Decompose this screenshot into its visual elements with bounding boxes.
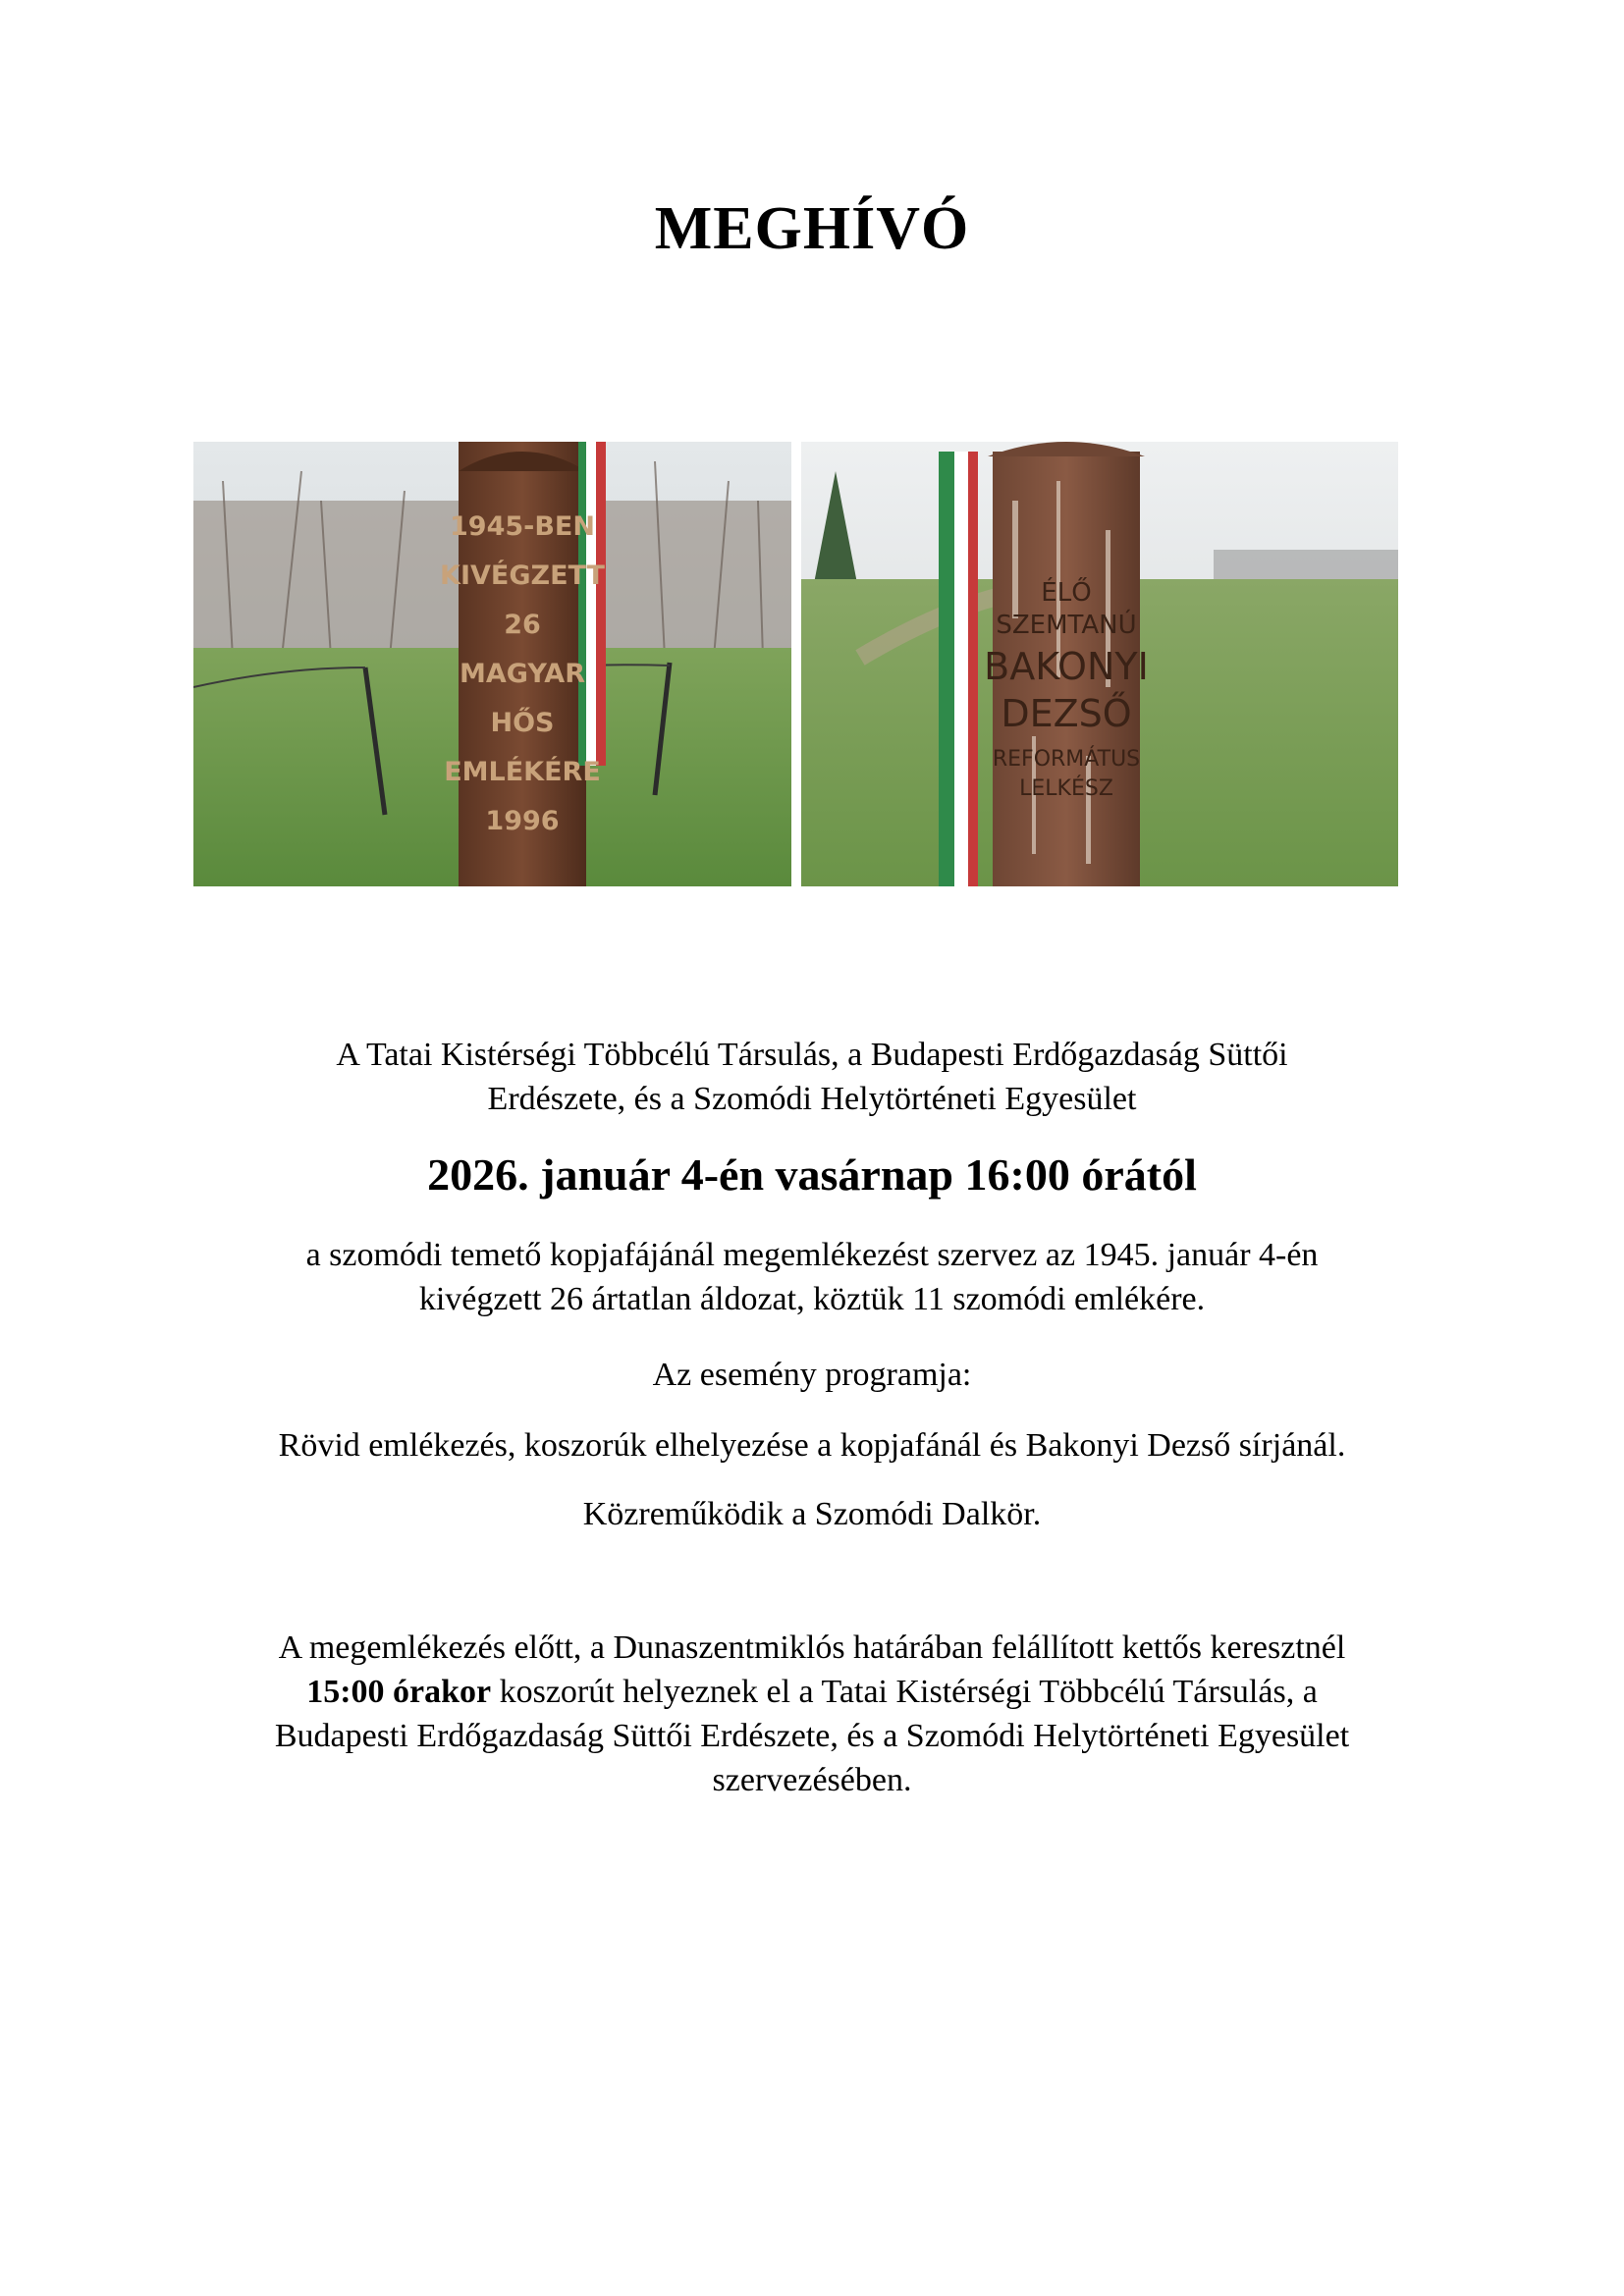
inscription-line: HŐS (490, 708, 555, 738)
organizers-paragraph (147, 1033, 1477, 1121)
pre-event-line: A megemlékezés előtt, a Dunaszentmiklós határában felállított kettős keresztnél (278, 1629, 1346, 1666)
program-heading: Az esemény programja: (652, 1357, 972, 1393)
inscription-line: ÉLŐ (1041, 578, 1092, 608)
contributor-line: Közreműködik a Szomódi Dalkör. (582, 1496, 1042, 1532)
inscription-line: KIVÉGZETT (440, 561, 605, 591)
inscription-line: BAKONYI (984, 645, 1149, 688)
organizers-line: A Tatai Kistérségi Többcélú Társulás, a Budapesti Erdőgazdaság Süttői (336, 1037, 1288, 1073)
pre-event-line: koszorút helyeznek el a Tatai Kistérségi Többcélú Társulás, a (491, 1674, 1318, 1710)
inscription-line: LELKÉSZ (1019, 776, 1113, 801)
pre-event-line: szervezésében. (712, 1762, 912, 1798)
organizers-line: Erdészete, és a Szomódi Helytörténeti Egyesület (487, 1081, 1137, 1117)
program-item: Rövid emlékezés, koszorúk elhelyezése a kopjafánál és Bakonyi Dezső sírjánál. (278, 1427, 1346, 1464)
description-line: a szomódi temető kopjafájánál megemlékezést szervez az 1945. január 4-én (305, 1237, 1319, 1273)
inscription-line: 26 (504, 610, 541, 640)
description-line: kivégzett 26 ártatlan áldozat, köztük 11 szomódi emlékére. (418, 1281, 1206, 1317)
pre-event-time: 15:00 órakor (306, 1674, 492, 1710)
page-title: MEGHÍVÓ (654, 195, 970, 262)
event-datetime: 2026. január 4-én vasárnap 16:00 órától (427, 1149, 1197, 1200)
inscription-line: DEZSŐ (1001, 692, 1132, 735)
description-paragraph (147, 1233, 1477, 1321)
memorial-post-illustration (193, 442, 791, 886)
grave-marker-photo (801, 442, 1398, 886)
inscription-line: REFORMÁTUS (992, 747, 1141, 772)
inscription-line: EMLÉKÉRE (444, 757, 601, 787)
memorial-post-photo (193, 442, 791, 886)
inscription-line: MAGYAR (460, 659, 585, 689)
inscription-line: SZEMTANÚ (996, 611, 1137, 640)
pre-event-line: Budapesti Erdőgazdaság Süttői Erdészete, és a Szomódi Helytörténeti Egyesület (274, 1718, 1350, 1754)
pre-event-paragraph (147, 1626, 1477, 1802)
grave-marker-illustration (801, 442, 1398, 886)
inscription-line: 1945-BEN (450, 511, 595, 542)
inscription-line: 1996 (485, 806, 560, 836)
